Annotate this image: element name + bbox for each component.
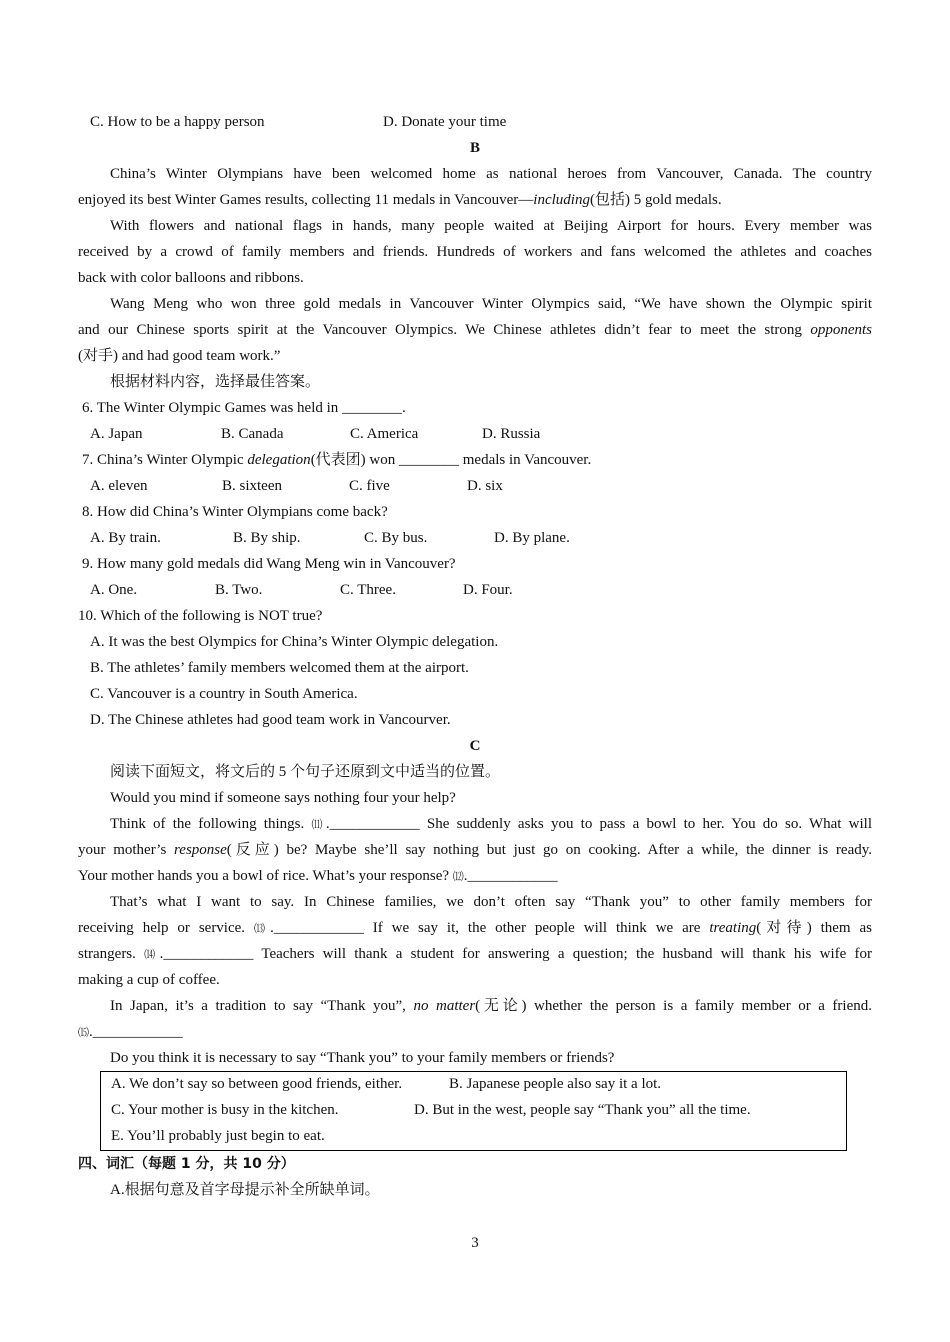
passage-c-line9: In Japan, it’s a tradition to say “Thank you”, no matter(无论) whether the person is a family member or a friend.: [110, 998, 872, 1014]
passage-b-p1-line1: China’s Winter Olympians have been welcomed home as national heroes from Vancouver, Canada. The country: [110, 166, 872, 182]
passage-b-p2-line2: received by a crowd of family members and friends. Hundreds of workers and fans welcomed the athletes and coaches: [78, 244, 872, 260]
question-6-option-b: B. Canada: [221, 426, 284, 442]
passage-c-line1: Would you mind if someone says nothing four your help?: [110, 790, 456, 806]
blank-11-number: ⑾: [311, 819, 326, 831]
q5-option-c: C. How to be a happy person: [90, 114, 265, 130]
question-8-option-d: D. By plane.: [494, 530, 570, 546]
question-10-stem: 10. Which of the following is NOT true?: [78, 608, 323, 624]
question-7-option-a: A. eleven: [90, 478, 148, 494]
question-6-stem: 6. The Winter Olympic Games was held in ________.: [82, 400, 406, 416]
passage-c-line5: That’s what I want to say. In Chinese families, we don’t often say “Thank you” to other family members for: [110, 894, 872, 910]
question-10-option-a: A. It was the best Olympics for China’s Winter Olympic delegation.: [90, 634, 499, 650]
question-6-option-a: A. Japan: [90, 426, 143, 442]
question-9-option-d: D. Four.: [463, 582, 513, 598]
q5-option-d: D. Donate your time: [383, 114, 507, 130]
blank-14-number: ⒁: [144, 949, 160, 961]
blank-15-number: ⒂: [78, 1027, 89, 1039]
question-6-option-c: C. America: [350, 426, 419, 442]
passage-b-instruction: 根据材料内容，选择最佳答案。: [110, 374, 321, 390]
passage-c-line10: ⒂.____________: [78, 1024, 183, 1040]
choice-b: B. Japanese people also say it a lot.: [449, 1076, 662, 1092]
question-7-option-b: B. sixteen: [222, 478, 282, 494]
question-9-option-a: A. One.: [90, 582, 138, 598]
choice-a: A. We don’t say so between good friends, either.: [111, 1076, 403, 1092]
passage-b-p3-line1: Wang Meng who won three gold medals in Vancouver Winter Olympics said, “We have shown the Olympic spirit: [110, 296, 872, 312]
passage-c-line4: Your mother hands you a bowl of rice. What’s your response? ⑿.____________: [78, 868, 558, 884]
question-6-option-d: D. Russia: [482, 426, 541, 442]
passage-b-p1-line2: enjoyed its best Winter Games results, collecting 11 medals in Vancouver—including(包括) 5 gold medals.: [78, 192, 722, 208]
question-7-option-c: C. five: [349, 478, 390, 494]
question-8-stem: 8. How did China’s Winter Olympians come back?: [82, 504, 388, 520]
question-10-option-b: B. The athletes’ family members welcomed them at the airport.: [90, 660, 469, 676]
question-10-option-c: C. Vancouver is a country in South America.: [90, 686, 358, 702]
section-heading-b: B: [469, 140, 480, 156]
passage-b-p3-line3: (对手) and had good team work.”: [78, 348, 281, 364]
passage-c-line2: Think of the following things. ⑾.____________ She suddenly asks you to pass a bowl to her. You do so. What will: [110, 816, 873, 832]
choices-box: [100, 1071, 847, 1151]
passage-c-line7: strangers. ⒁.____________ Teachers will thank a student for answering a question; the husband will thank his wife for: [78, 946, 872, 962]
passage-b-p2-line1: With flowers and national flags in hands, many people waited at Beijing Airport for hours. Every member was: [110, 218, 872, 234]
passage-c-line8: making a cup of coffee.: [78, 972, 220, 988]
question-7-stem: 7. China’s Winter Olympic delegation(代表团) won ________ medals in Vancouver.: [82, 452, 592, 468]
blank-12-number: ⑿: [452, 871, 464, 883]
question-8-option-c: C. By bus.: [364, 530, 428, 546]
question-9-stem: 9. How many gold medals did Wang Meng win in Vancouver?: [82, 556, 456, 572]
passage-b-p2-line3: back with color balloons and ribbons.: [78, 270, 304, 286]
passage-c-line3: your mother’s response(反应) be? Maybe she’ll say nothing but just go on cooking. After a while, the dinner is ready.: [78, 842, 872, 858]
passage-c-instruction: 阅读下面短文，将文后的 5 个句子还原到文中适当的位置。: [110, 764, 501, 780]
question-7-option-d: D. six: [467, 478, 503, 494]
section-heading-c: C: [469, 738, 481, 754]
question-9-option-b: B. Two.: [215, 582, 263, 598]
blank-13-number: ⒀: [253, 923, 271, 935]
choice-d: D. But in the west, people say “Thank you” all the time.: [414, 1102, 751, 1118]
question-8-option-b: B. By ship.: [233, 530, 301, 546]
passage-c-line11: Do you think it is necessary to say “Thank you” to your family members or friends?: [110, 1050, 615, 1066]
passage-b-p3-line2: and our Chinese sports spirit at the Vancouver Olympics. We Chinese athletes didn’t fear to meet the strong opponents: [78, 322, 872, 338]
section-4-title: 四、词汇（每题 1 分，共 10 分）: [78, 1156, 295, 1172]
section-4-subtitle: A.根据句意及首字母提示补全所缺单词。: [110, 1182, 380, 1198]
question-8-option-a: A. By train.: [90, 530, 161, 546]
choice-c: C. Your mother is busy in the kitchen.: [111, 1102, 339, 1118]
page-number: 3: [471, 1235, 479, 1251]
choice-e: E. You’ll probably just begin to eat.: [111, 1128, 325, 1144]
question-9-option-c: C. Three.: [340, 582, 396, 598]
passage-c-line6: receiving help or service. ⒀.____________ If we say it, the other people will think we are treating(对待) them as: [78, 920, 872, 936]
question-10-option-d: D. The Chinese athletes had good team work in Vancourver.: [90, 712, 451, 728]
